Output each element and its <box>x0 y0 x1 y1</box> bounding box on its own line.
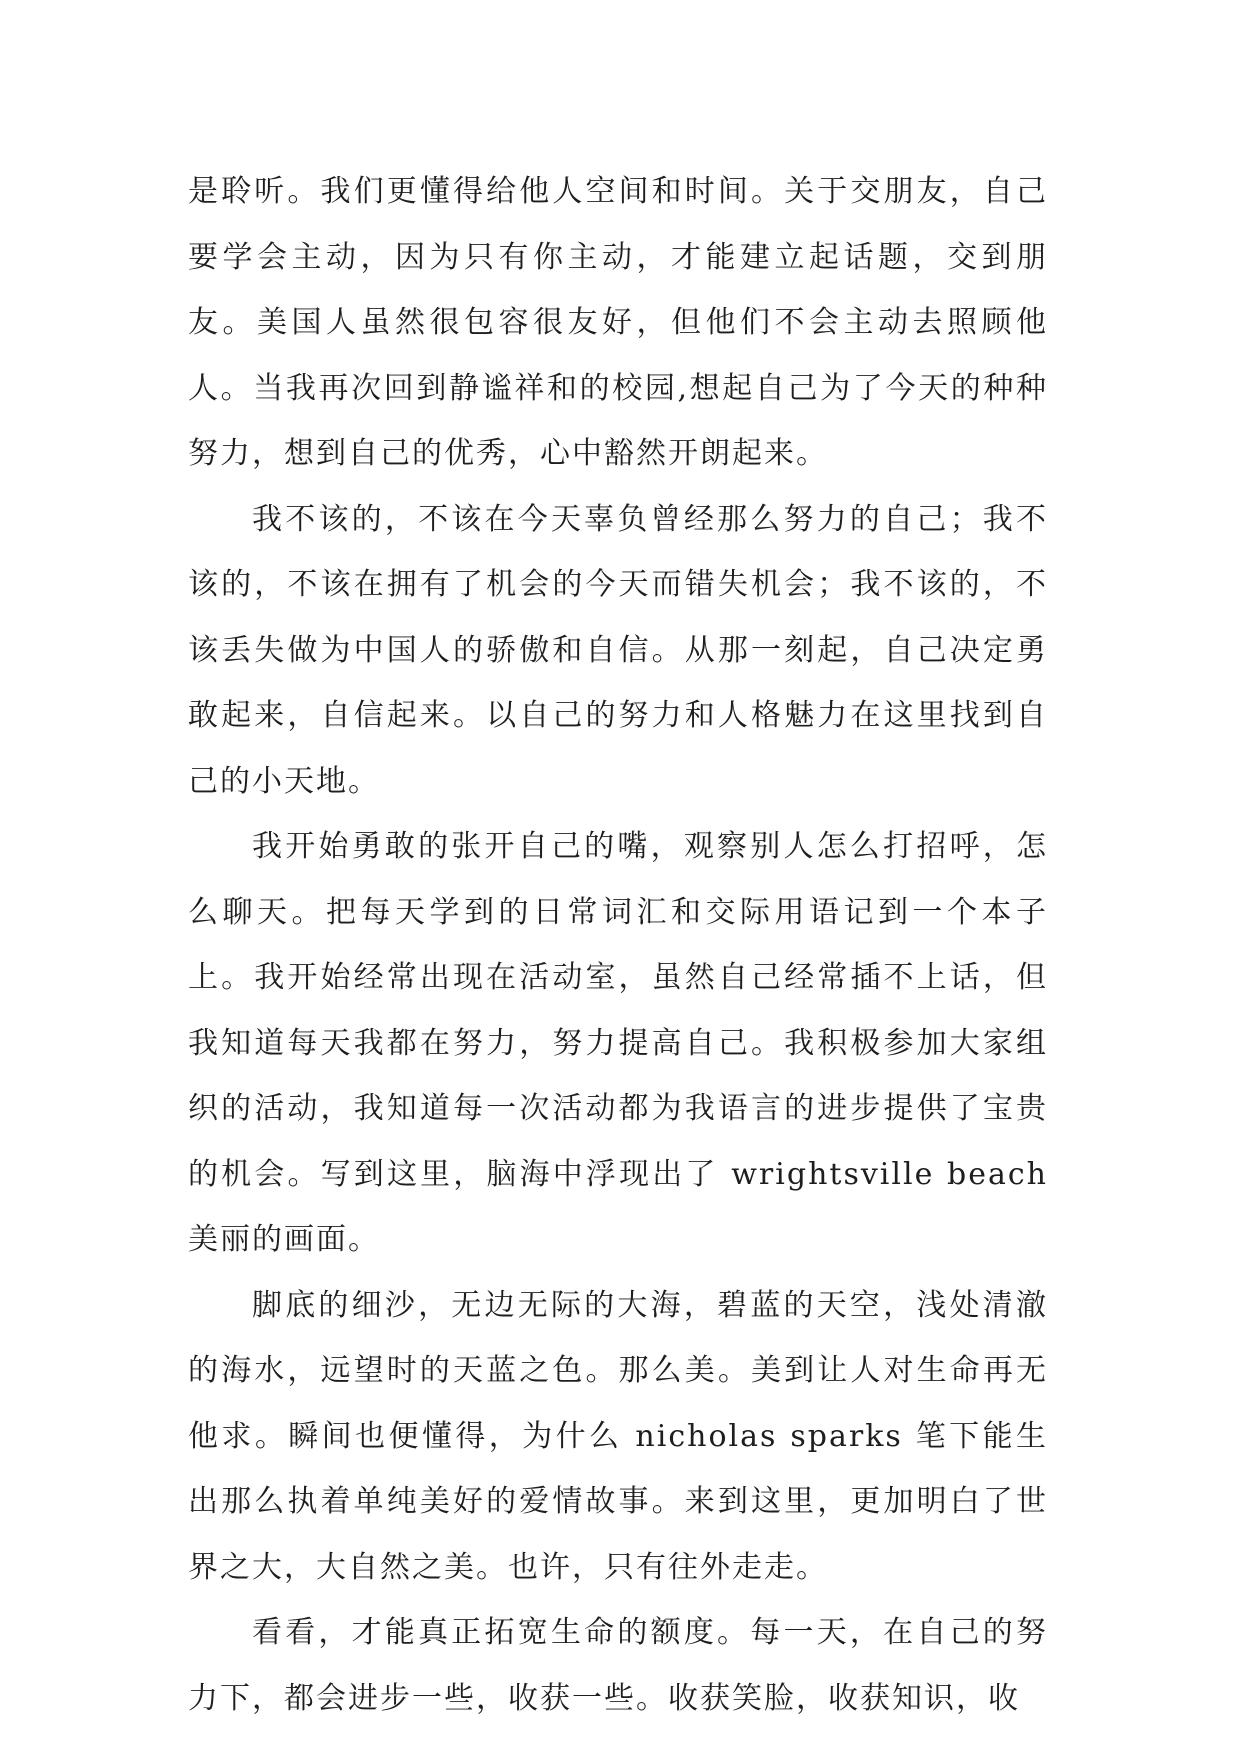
document-body <box>188 159 1048 1731</box>
paragraph-2: 我不该的，不该在今天辜负曾经那么努力的自己；我不该的，不该在拥有了机会的今天而错失机会；我不该的，不该丢失做为中国人的骄傲和自信。从那一刻起，自己决定勇敢起来，自信起来。以自己的努力和人格魅力在这里找到自己的小天地。 <box>188 501 1048 799</box>
paragraph-5: 看看，才能真正拓宽生命的额度。每一天，在自己的努力下，都会进步一些，收获一些。收获笑脸，收获知识，收 <box>188 1615 1048 1716</box>
paragraph-3: 我开始勇敢的张开自己的嘴，观察别人怎么打招呼，怎么聊天。把每天学到的日常词汇和交际用语记到一个本子上。我开始经常出现在活动室，虽然自己经常插不上话，但我知道每天我都在努力，努力提高自己。我积极参加大家组织的活动，我知道每一次活动都为我语言的进步提供了宝贵的机会。写到这里，脑海中浮现出了 wrightsville beach 美丽的画面。 <box>188 829 1048 1257</box>
paragraph-4: 脚底的细沙，无边无际的大海，碧蓝的天空，浅处清澈的海水，远望时的天蓝之色。那么美。美到让人对生命再无他求。瞬间也便懂得，为什么 nicholas sparks 笔下能生出那么执着单纯美好的爱情故事。来到这里，更加明白了世界之大，大自然之美。也许，只有往外走走。 <box>188 1287 1048 1585</box>
paragraph-1: 是聆听。我们更懂得给他人空间和时间。关于交朋友，自己要学会主动，因为只有你主动，才能建立起话题，交到朋友。美国人虽然很包容很友好，但他们不会主动去照顾他人。当我再次回到静谧祥和的校园,想起自己为了今天的种种努力，想到自己的优秀，心中豁然开朗起来。 <box>188 174 1048 471</box>
